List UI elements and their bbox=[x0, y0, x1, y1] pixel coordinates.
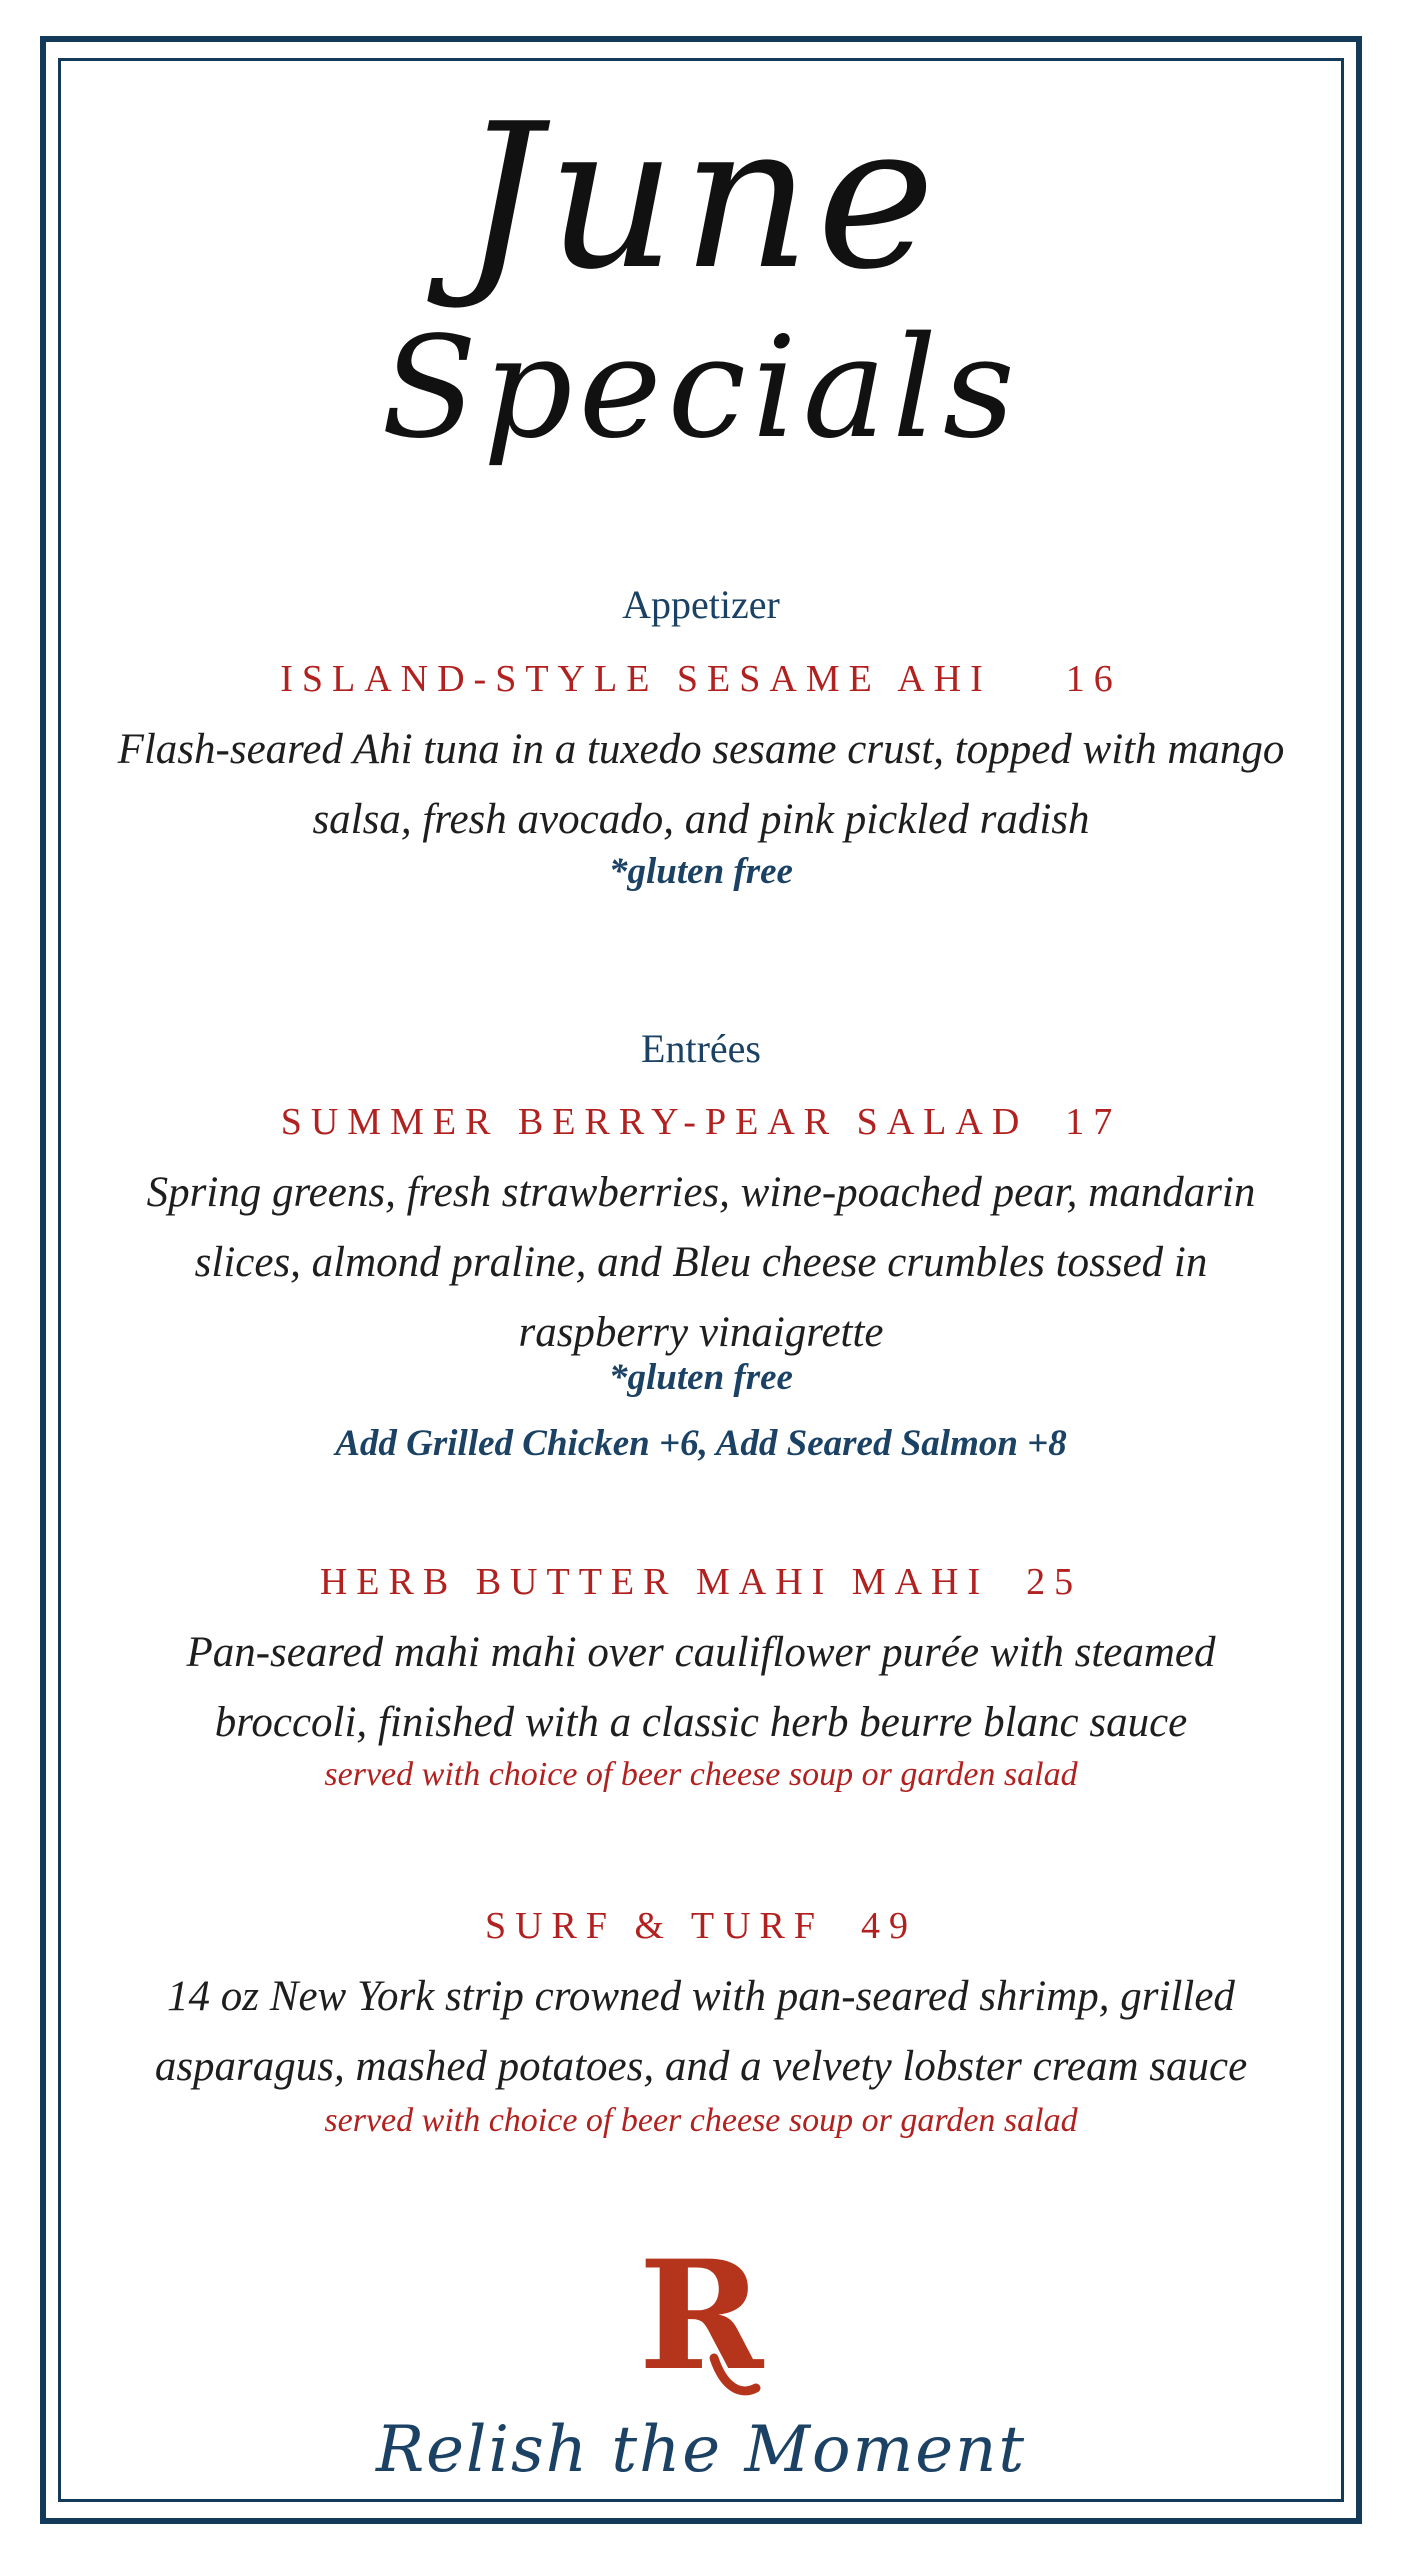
item-price: 49 bbox=[861, 1905, 918, 1947]
item-description-berry-pear-salad: Spring greens, fresh strawberries, wine-poached pear, mandarin slices, almond praline, and Bleu cheese crumbles tossed in raspberry vinaigrette bbox=[146, 1169, 1256, 1356]
logo bbox=[58, 2238, 1344, 2412]
tagline: Relish the Moment bbox=[375, 2413, 1027, 2487]
item-price: 16 bbox=[1065, 658, 1122, 700]
r-logo-icon bbox=[626, 2238, 776, 2408]
title-june: June bbox=[460, 81, 942, 314]
item-description-surf-turf: 14 oz New York strip crowned with pan-seared shrimp, grilled asparagus, mashed potatoes, and a velvety lobster cream sauce bbox=[154, 1973, 1248, 2090]
title-specials: Specials bbox=[381, 307, 1021, 470]
item-name: SURF & TURF bbox=[484, 1905, 825, 1947]
item-title-mahi-mahi bbox=[58, 1558, 1344, 1606]
item-price: 17 bbox=[1065, 1101, 1122, 1143]
item-description-sesame-ahi: Flash-seared Ahi tuna in a tuxedo sesame crust, topped with mango salsa, fresh avocado, and pink pickled radish bbox=[117, 726, 1285, 843]
add-protein-note: Add Grilled Chicken +6, Add Seared Salmon +8 bbox=[335, 1423, 1067, 1464]
item-description-mahi-mahi: Pan-seared mahi mahi over cauliflower purée with steamed broccoli, finished with a classic herb beurre blanc sauce bbox=[186, 1629, 1216, 1746]
gluten-free-note: *gluten free bbox=[609, 851, 793, 892]
menu-card bbox=[58, 58, 1344, 2502]
item-title-sesame-ahi bbox=[58, 655, 1344, 703]
section-heading-appetizer: Appetizer bbox=[622, 582, 780, 627]
item-name: ISLAND-STYLE SESAME AHI bbox=[280, 658, 992, 700]
item-name: SUMMER BERRY-PEAR SALAD bbox=[280, 1101, 1029, 1143]
gluten-free-note: *gluten free bbox=[609, 1357, 793, 1398]
side-choice-note: served with choice of beer cheese soup or garden salad bbox=[324, 1756, 1078, 1793]
item-title-surf-turf bbox=[58, 1902, 1344, 1950]
section-heading-entrees: Entrées bbox=[641, 1026, 761, 1071]
item-title-berry-pear-salad bbox=[58, 1098, 1344, 1146]
item-price: 25 bbox=[1026, 1561, 1083, 1603]
side-choice-note: served with choice of beer cheese soup or garden salad bbox=[324, 2102, 1078, 2139]
item-name: HERB BUTTER MAHI MAHI bbox=[319, 1561, 990, 1603]
svg-text:R: R bbox=[638, 2238, 764, 2404]
